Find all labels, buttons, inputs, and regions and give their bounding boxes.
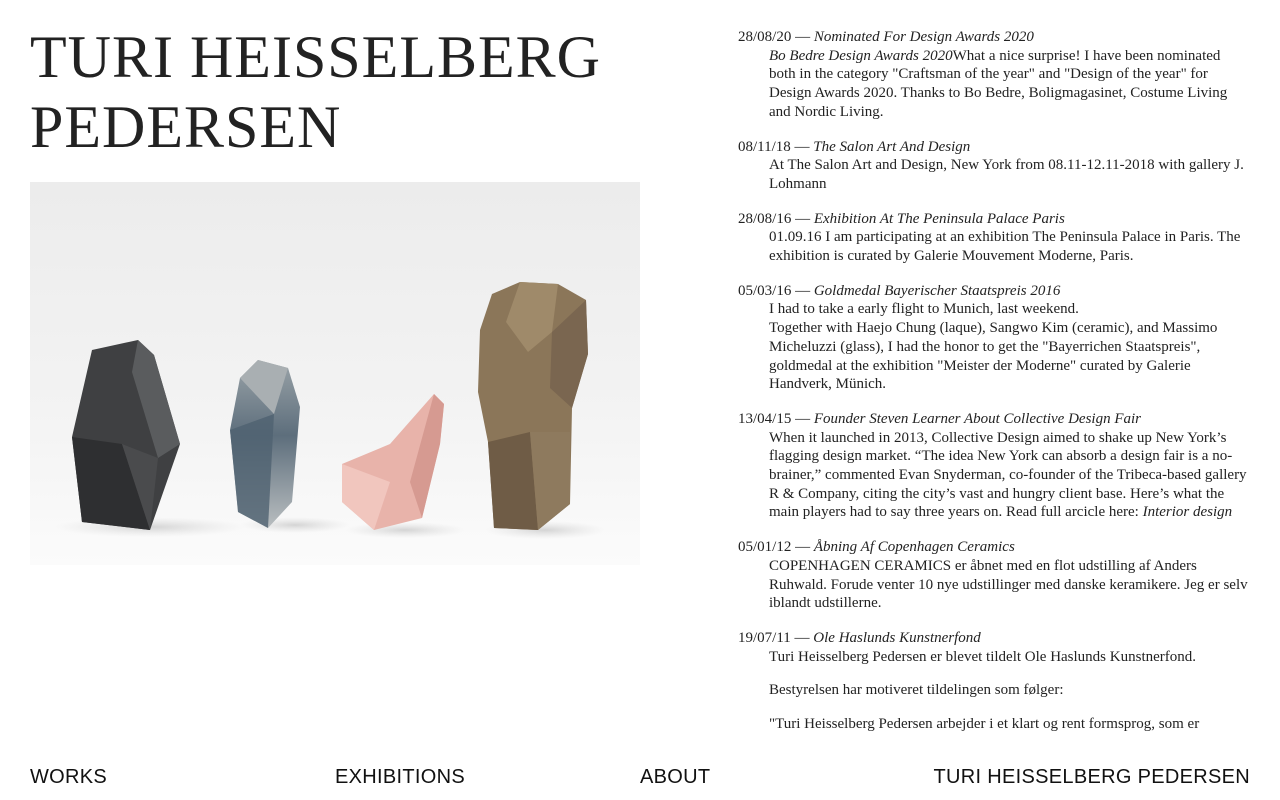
news-date: 28/08/20 (738, 29, 792, 45)
news-entry (738, 629, 1250, 734)
news-body (738, 648, 1250, 734)
nav-about-link[interactable]: ABOUT (640, 766, 711, 788)
news-title[interactable]: Ole Haslunds Kunstnerfond (813, 629, 981, 646)
news-title[interactable]: Goldmedal Bayerischer Staatspreis 2016 (813, 282, 1061, 299)
news-body (738, 300, 1250, 394)
news-text: "Turi Heisselberg Pedersen arbejder i et klart og rent formsprog, som er (769, 716, 1200, 733)
news-separator: — (795, 539, 811, 556)
news-body (738, 228, 1250, 265)
news-text: 01.09.16 I am participating at an exhibition The Peninsula Palace in Paris. The exhibition is curated by Galerie Mouvement Moderne, Paris. (769, 229, 1241, 265)
bottom-nav (30, 766, 1250, 792)
news-date: 13/04/15 (738, 410, 792, 427)
news-entry-header (738, 629, 1250, 648)
news-body (738, 429, 1250, 523)
hero-image[interactable] (30, 182, 640, 565)
news-date: 08/11/18 (738, 138, 791, 155)
news-entry (738, 538, 1250, 613)
news-separator: — (795, 410, 811, 427)
news-link[interactable]: Interior design (1142, 504, 1233, 521)
news-entry (738, 410, 1250, 522)
news-entry-header (738, 282, 1250, 301)
news-date: 19/07/11 (738, 629, 791, 646)
news-date: 28/08/16 (738, 210, 792, 227)
news-entry-header (738, 210, 1250, 229)
blue-grey-sculpture (230, 360, 300, 528)
news-date: 05/03/16 (738, 282, 792, 299)
news-text: What a nice surprise! I have been nominated both in the category "Craftsman of the year" and "Design of the year" for Design Awards 2020. Thanks to Bo Bedre, Boligmagasinet, Costume Living and Nordic Living. (769, 47, 1228, 120)
news-body (738, 156, 1250, 193)
news-separator: — (795, 282, 811, 299)
news-separator: — (794, 138, 810, 155)
news-text: At The Salon Art and Design, New York from 08.11-12.11-2018 with gallery J. Lohmann (769, 157, 1244, 192)
news-text: COPENHAGEN CERAMICS er åbnet med en flot udstilling af Anders Ruhwald. Forude venter 10 nye udstillinger med danske keramikere. Jeg er selv iblandt udstillerne. (769, 557, 1248, 612)
news-entry (738, 282, 1250, 394)
news-title[interactable]: Founder Steven Learner About Collective Design Fair (813, 410, 1142, 427)
news-entry-header (738, 138, 1250, 157)
news-title[interactable]: Åbning Af Copenhagen Ceramics (813, 539, 1015, 556)
news-list[interactable] (738, 28, 1250, 752)
site-title (30, 22, 601, 162)
news-separator: — (795, 210, 811, 227)
site-title-line2: PEDERSEN (30, 94, 342, 160)
nav-works-link[interactable]: WORKS (30, 766, 108, 788)
nav-exhibitions-link[interactable]: EXHIBITIONS (335, 766, 465, 788)
news-link[interactable]: Bo Bedre Design Awards 2020 (769, 47, 953, 64)
news-entry-header (738, 538, 1250, 557)
news-entry-header (738, 28, 1250, 47)
news-title[interactable]: The Salon Art And Design (813, 138, 971, 155)
news-entry (738, 28, 1250, 122)
news-entry (738, 138, 1250, 194)
site-title-line1: TURI HEISSELBERG (30, 24, 601, 90)
news-separator: — (794, 629, 810, 646)
news-text: Turi Heisselberg Pedersen er blevet tildelt Ole Haslunds Kunstnerfond. (769, 648, 1197, 665)
news-text: When it launched in 2013, Collective Design aimed to shake up New York’s flagging design market. “The idea New York can absorb a design fair is a no-brainer,” commented Evan Snyderman, co-founder of the Tribeca-based gallery R & Company, citing the city’s vast and hungry client base. Here’s what the main players had to say three years on. Read full arcicle here: (769, 429, 1247, 521)
sculptures-photo (30, 182, 640, 565)
news-entry (738, 210, 1250, 266)
news-separator: — (795, 29, 811, 45)
news-text: Bestyrelsen har motiveret tildelingen som følger: (769, 682, 1064, 699)
news-date: 05/01/12 (738, 539, 792, 556)
news-body (738, 47, 1250, 122)
news-title[interactable]: Nominated For Design Awards 2020 (813, 29, 1034, 45)
news-title[interactable]: Exhibition At The Peninsula Palace Paris (813, 210, 1065, 227)
news-text: Together with Haejo Chung (laque), Sangwo Kim (ceramic), and Massimo Micheluzzi (glass), I had the honor to get the "Bayerrichen Staatspreis", goldmedal at the exhibition "Meister der Moderne" curated by Galerie Handverk, Münich. (769, 320, 1218, 393)
nav-home-link[interactable]: TURI HEISSELBERG PEDERSEN (933, 766, 1250, 788)
news-text: I had to take a early flight to Munich, last weekend. (769, 301, 1079, 318)
news-entry-header (738, 410, 1250, 429)
news-body (738, 557, 1250, 613)
